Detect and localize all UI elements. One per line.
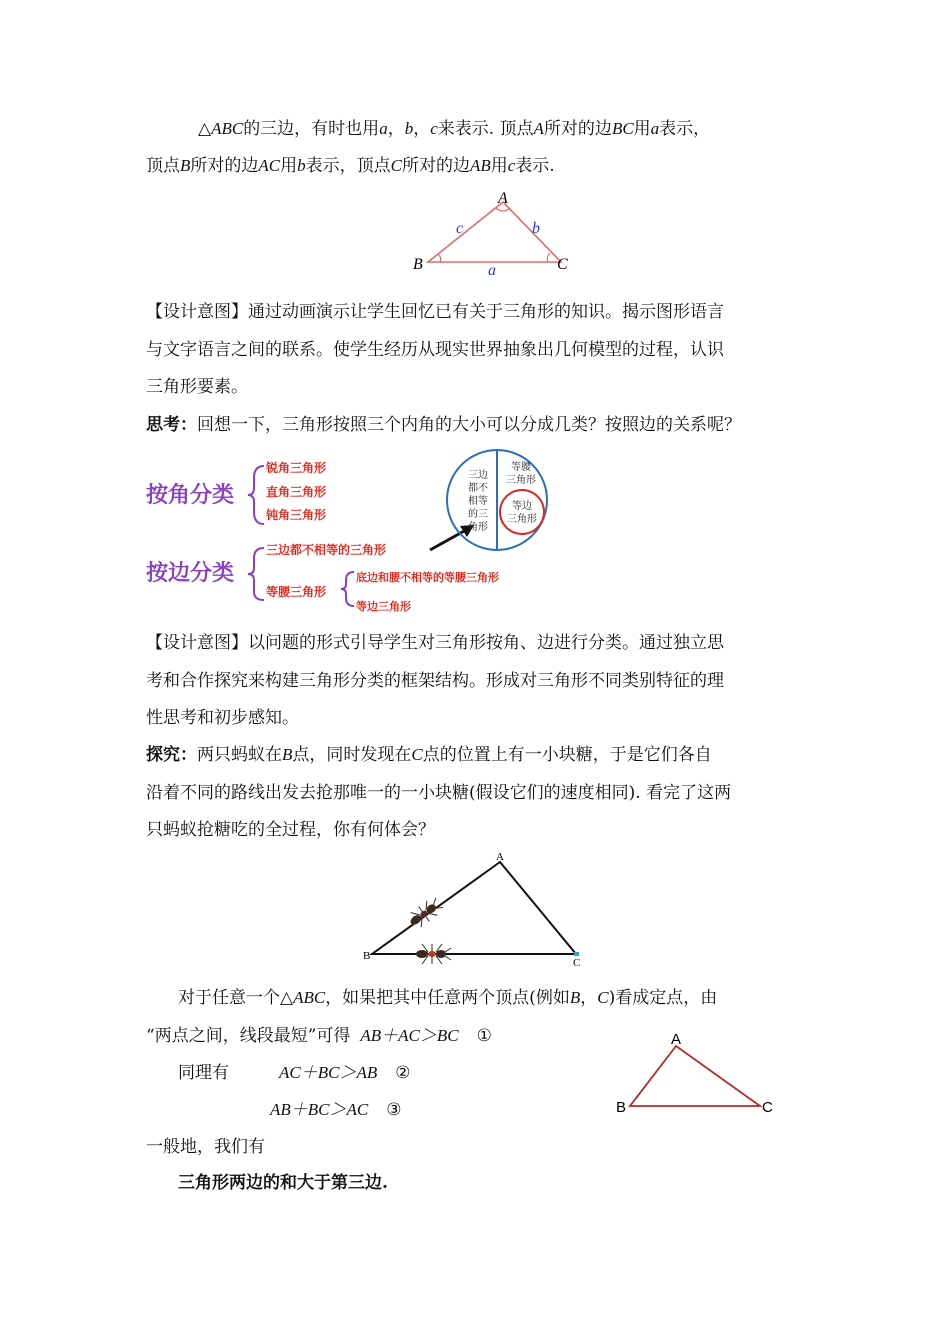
design-intent-2-line2: 考和合作探究来构建三角形分类的框架结构。形成对三角形不同类别特征的理 bbox=[146, 671, 724, 691]
design-intent-2-line3: 性思考和初步感知。 bbox=[146, 708, 299, 728]
design-intent-1-line3: 三角形要素。 bbox=[146, 377, 248, 397]
conclusion-line3: 同理有 AC＋BC＞AB ② bbox=[178, 1063, 411, 1083]
conclusion-line4: AB＋BC＞AC ③ bbox=[270, 1100, 402, 1120]
angle-arc-a bbox=[496, 208, 510, 211]
circle-left-5: 角形 bbox=[468, 522, 488, 533]
think-text: 回想一下，三角形按照三个内角的大小可以分成几类？按照边的关系呢？ bbox=[197, 415, 741, 435]
side-a-label: a bbox=[488, 262, 496, 277]
inequality-3: AB＋BC＞AC bbox=[270, 1100, 369, 1119]
angle-brace bbox=[248, 466, 264, 524]
explore-line1: 探究：两只蚂蚁在B点，同时发现在C点的位置上有一小块糖，于是它们各自 bbox=[146, 745, 712, 765]
triangle-outline bbox=[428, 202, 561, 262]
theorem-statement: 三角形两边的和大于第三边. bbox=[178, 1173, 388, 1193]
angle-item-acute: 锐角三角形 bbox=[266, 461, 327, 475]
vertex-a-label: A bbox=[498, 190, 508, 207]
ant-vertex-c: C bbox=[573, 957, 581, 969]
think-label: 思考： bbox=[146, 415, 197, 435]
side-c-label: c bbox=[456, 220, 464, 237]
vertex-b-label: B bbox=[413, 256, 423, 273]
ant-vertex-a: A bbox=[496, 851, 504, 863]
conclusion-line2: “两点之间，线段最短”可得 AB＋AC＞BC ① bbox=[146, 1026, 492, 1046]
design-intent-2-line1: 【设计意图】以问题的形式引导学生对三角形按角、边进行分类。通过独立思 bbox=[146, 633, 724, 653]
ant-triangle-outline bbox=[372, 862, 576, 954]
small-vertex-b: B bbox=[616, 1099, 627, 1116]
side-item-isosceles: 等腰三角形 bbox=[266, 585, 327, 599]
by-side-title: 按边分类 bbox=[146, 561, 235, 586]
angle-item-obtuse: 钝角三角形 bbox=[266, 508, 327, 522]
ant-vertex-b: B bbox=[363, 950, 371, 962]
triangle-abc-figure bbox=[400, 185, 590, 277]
circle-left-1: 三边 bbox=[468, 470, 488, 481]
circle-right-2: 三角形 bbox=[506, 475, 536, 486]
angle-item-right: 直角三角形 bbox=[266, 485, 327, 499]
circle-left-3: 相等 bbox=[468, 496, 488, 507]
side-brace bbox=[248, 548, 264, 600]
think-line bbox=[146, 413, 741, 437]
small-triangle-outline bbox=[630, 1046, 760, 1106]
vertex-c-label: C bbox=[557, 256, 568, 273]
circle-inner-1: 等边 bbox=[512, 501, 532, 512]
angle-arc-b bbox=[438, 254, 441, 262]
small-triangle-figure bbox=[612, 1030, 782, 1120]
sugar-icon bbox=[574, 952, 579, 956]
circle-left-4: 的三 bbox=[468, 509, 488, 520]
circle-left-2: 都不 bbox=[468, 483, 488, 494]
small-vertex-a: A bbox=[671, 1031, 682, 1048]
explore-label: 探究： bbox=[146, 745, 197, 765]
conclusion-line1: 对于任意一个△ABC，如果把其中任意两个顶点(例如B，C)看成定点，由 bbox=[178, 988, 718, 1008]
isosceles-item-equilateral: 等边三角形 bbox=[356, 600, 411, 613]
small-vertex-c: C bbox=[762, 1099, 773, 1116]
ant-lower-icon bbox=[416, 944, 451, 964]
para1-line1: △ABC的三边，有时也用a，b，c来表示. 顶点A所对的边BC用a表示， bbox=[198, 119, 711, 139]
angle-arc-c bbox=[547, 253, 550, 262]
side-b-label: b bbox=[532, 220, 540, 237]
inequality-1: AB＋AC＞BC bbox=[360, 1026, 459, 1045]
circle-right-1: 等腰 bbox=[511, 462, 531, 473]
equilateral-circle bbox=[500, 490, 544, 534]
design-intent-1-line1: 【设计意图】通过动画演示让学生回忆已有关于三角形的知识。揭示图形语言 bbox=[146, 302, 724, 322]
para1-line2: 顶点B所对的边AC用b表示，顶点C所对的边AB用c表示. bbox=[146, 156, 555, 176]
side-item-scalene: 三边都不相等的三角形 bbox=[266, 543, 387, 557]
ant-triangle-figure bbox=[360, 848, 590, 970]
circle-inner-2: 三角形 bbox=[507, 514, 537, 525]
explore-line2: 沿着不同的路线出发去抢那唯一的一小块糖(假设它们的速度相同). 看完了这两 bbox=[146, 783, 732, 803]
inequality-2: AC＋BC＞AB bbox=[279, 1063, 378, 1082]
explore-line3: 只蚂蚁抢糖吃的全过程，你有何体会？ bbox=[146, 820, 435, 840]
conclusion-line5: 一般地，我们有 bbox=[146, 1137, 265, 1157]
isosceles-brace bbox=[341, 572, 354, 606]
by-angle-title: 按角分类 bbox=[146, 483, 235, 508]
design-intent-1-line2: 与文字语言之间的联系。使学生经历从现实世界抽象出几何模型的过程，认识 bbox=[146, 340, 724, 360]
isosceles-item-nonequilateral: 底边和腰不相等的等腰三角形 bbox=[356, 571, 499, 584]
classification-diagram bbox=[140, 448, 570, 620]
